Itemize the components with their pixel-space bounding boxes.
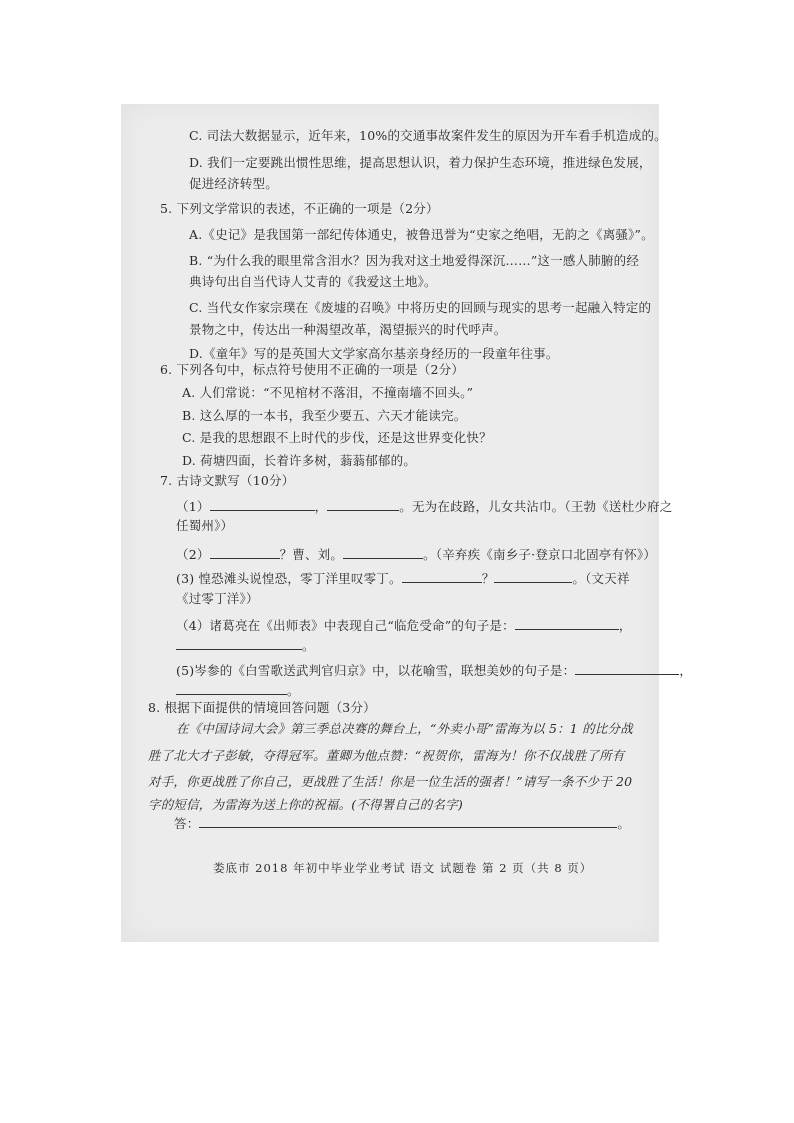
q7-part5-blank-b[interactable] <box>176 682 287 695</box>
q8-context-line4: 字的短信，为雷海为送上你的祝福。(不得署自己的名字) <box>148 797 463 812</box>
q7-part4-blank-b[interactable] <box>176 637 302 650</box>
q7-part1: （1） ， 。无为在歧路，儿女共沾巾。（王勃《送杜少府之 <box>176 499 673 514</box>
q8-answer: 答： 。 <box>174 816 631 831</box>
q7-part3: (3) 惶恐滩头说惶恐，零丁洋里叹零丁。 ？ 。（文天祥 <box>176 571 630 586</box>
q6-stem: 6. 下列各句中，标点符号使用不正确的一项是（2分） <box>160 362 465 377</box>
q7-part4: （4）诸葛亮在《出师表》中表现自己“临危受命”的句子是： ， <box>176 618 632 633</box>
q8-stem: 8. 根据下面提供的情境回答问题（3分） <box>148 700 376 715</box>
q7-part2-blank-b[interactable] <box>343 546 423 559</box>
q8-context-line3: 对手，你更战胜了你自己，更战胜了生活！你是一位生活的强者！”请写一条不少于 20 <box>148 774 633 789</box>
q7-part1-blank-a[interactable] <box>210 498 315 511</box>
q5-option-b-line1: B. “为什么我的眼里常含泪水？因为我对这土地爱得深沉……”这一感人肺腑的经 <box>189 253 640 268</box>
q7-part1-source-line2: 任蜀州》） <box>176 518 234 533</box>
q5-option-a: A.《史记》是我国第一部纪传体通史，被鲁迅誉为“史家之绝唱，无韵之《离骚》”。 <box>189 227 654 242</box>
q7-part3-blank-a[interactable] <box>402 570 482 583</box>
q5-option-c-line1: C. 当代女作家宗璞在《废墟的召唤》中将历史的回顾与现实的思考一起融入特定的 <box>189 300 652 315</box>
q7-part4-line2: 。 <box>176 637 315 654</box>
q7-part1-blank-b[interactable] <box>327 498 399 511</box>
q6-option-b: B. 这么厚的一本书，我至少要五、六天才能读完。 <box>182 408 467 423</box>
q8-answer-field[interactable] <box>199 815 617 828</box>
q6-option-c: C. 是我的思想跟不上时代的步伐，还是这世界变化快？ <box>182 430 492 445</box>
q5-option-d: D.《童年》写的是英国大文学家高尔基亲身经历的一段童年往事。 <box>189 346 559 361</box>
page-footer: 娄底市 2018 年初中毕业学业考试 语文 试题卷 第 2 页（共 8 页） <box>213 861 593 875</box>
q6-option-d: D. 荷塘四面，长着许多树，蓊蓊郁郁的。 <box>182 453 417 468</box>
q7-part3-source-line2: 《过零丁洋》） <box>176 591 259 606</box>
q8-context-line1: 在《中国诗词大会》第三季总决赛的舞台上，“外卖小哥”雷海为以 5：1 的比分战 <box>176 721 633 736</box>
q4-option-c: C. 司法大数据显示，近年来，10%的交通事故案件发生的原因为开车看手机造成的。 <box>189 128 667 143</box>
q4-option-d-line2: 促进经济转型。 <box>189 176 278 191</box>
q6-option-a: A. 人们常说：“不见棺材不落泪，不撞南墙不回头。” <box>182 385 474 400</box>
q5-option-c-line2: 景物之中，传达出一种渴望改革，渴望振兴的时代呼声。 <box>189 322 507 337</box>
q7-stem: 7. 古诗文默写（10分） <box>160 473 295 488</box>
q7-part2: （2） ？曹、刘。 。（辛弃疾《南乡子·登京口北固亭有怀》） <box>176 547 657 562</box>
q7-part3-blank-b[interactable] <box>494 570 572 583</box>
q7-part5-line2: 。 <box>176 682 300 699</box>
q5-stem: 5. 下列文学常识的表述，不正确的一项是（2分） <box>160 201 439 216</box>
q4-option-d-line1: D. 我们一定要跳出惯性思维，提高思想认识，着力保护生态环境，推进绿色发展， <box>189 155 652 170</box>
q8-context-line2: 胜了北大才子彭敏，夺得冠军。董卿为他点赞：“祝贺你，雷海为！你不仅战胜了所有 <box>148 748 625 763</box>
q7-part5: (5)岑参的《白雪歌送武判官归京》中，以花喻雪，联想美妙的句子是： ， <box>176 663 693 678</box>
q7-part1-number: （1） <box>176 499 210 514</box>
q7-part4-blank-a[interactable] <box>515 617 619 630</box>
q8-answer-label: 答： <box>174 816 200 831</box>
q7-part5-blank-a[interactable] <box>575 662 679 675</box>
q7-part2-blank-a[interactable] <box>210 546 280 559</box>
q5-option-b-line2: 典诗句出自当代诗人艾青的《我爱这土地》。 <box>189 274 437 289</box>
